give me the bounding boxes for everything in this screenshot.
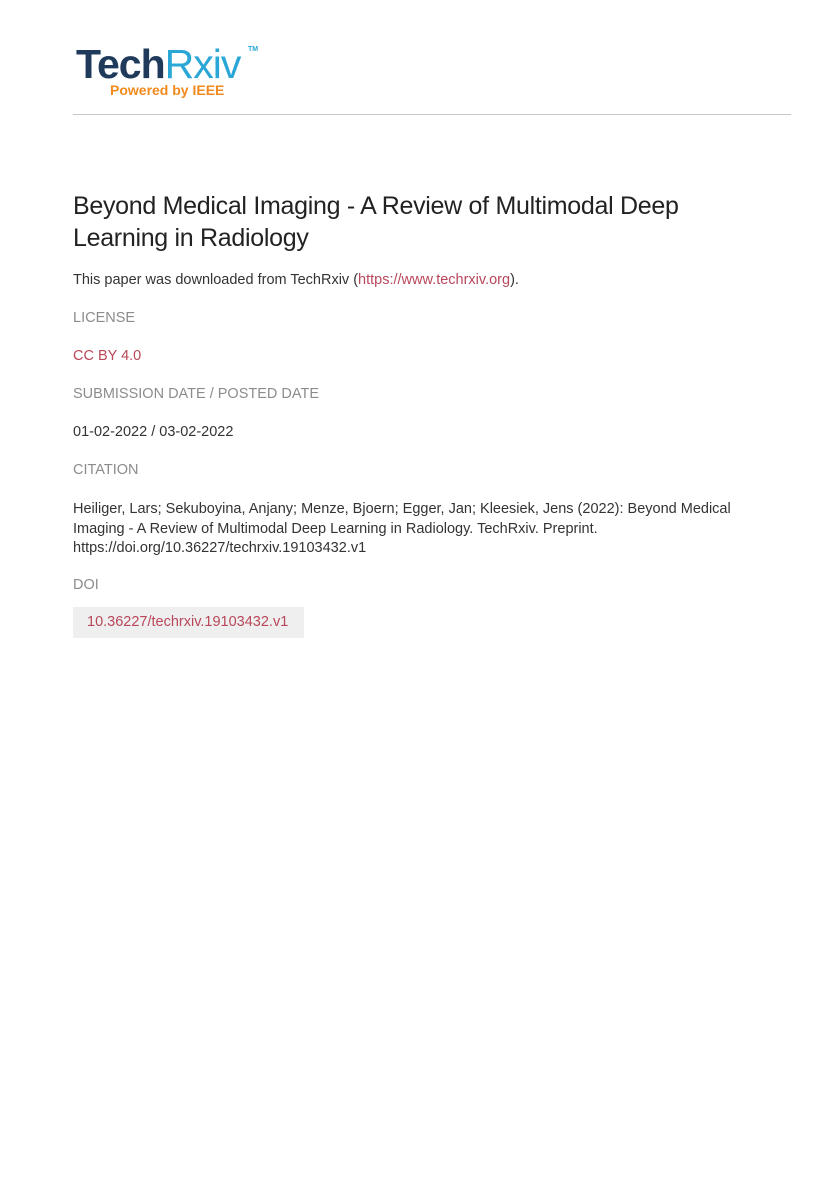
logo-trademark: TM (248, 46, 259, 53)
download-note (73, 271, 519, 290)
techrxiv-link[interactable]: https://www.techrxiv.org (358, 272, 511, 288)
doi-link[interactable]: 10.36227/techrxiv.19103432.v1 (73, 607, 304, 638)
techrxiv-logo[interactable] (76, 42, 266, 102)
logo-tech-text: Tech (76, 41, 165, 87)
citation-text: Heiliger, Lars; Sekuboyina, Anjany; Menze, Bjoern; Egger, Jan; Kleesiek, Jens (2022): Beyond Medical Imaging - A Review of Multimodal Deep Learning in Radiology. TechRxiv. Preprint. https://doi.org/10.36227/techrxiv.19103432.v1 (73, 501, 731, 556)
download-note-suffix: ). (510, 272, 519, 288)
citation-heading: CITATION (73, 462, 139, 478)
license-heading: LICENSE (73, 310, 136, 326)
doi-heading: DOI (73, 577, 99, 593)
dates-value: 01-02-2022 / 03-02-2022 (73, 424, 234, 440)
header-divider (73, 114, 791, 115)
logo-rxiv-text: Rxiv (164, 41, 241, 87)
download-note-prefix: This paper was downloaded from TechRxiv ( (73, 272, 359, 288)
logo-wordmark (76, 42, 240, 86)
license-link[interactable]: CC BY 4.0 (73, 348, 142, 364)
dates-heading: SUBMISSION DATE / POSTED DATE (73, 386, 319, 402)
logo-powered-by: Powered by IEEE (110, 82, 225, 98)
paper-title: Beyond Medical Imaging - A Review of Multimodal Deep Learning in Radiology (73, 192, 679, 252)
